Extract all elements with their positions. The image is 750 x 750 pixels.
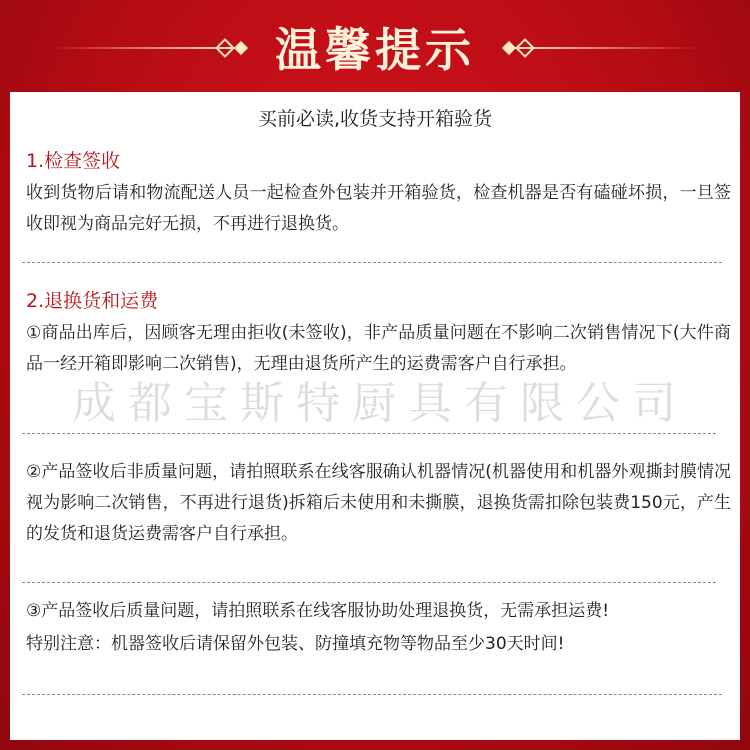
divider (22, 262, 722, 263)
header-banner (0, 0, 750, 92)
section-1-text: 收到货物后请和物流配送人员一起检查外包装并开箱验货，检查机器是否有磕碰坏损，一旦签收即视为商品完好无损，不再进行退换货。 (26, 183, 731, 234)
section-2-title: 2.退换货和运费 (26, 290, 159, 312)
divider (22, 433, 716, 434)
section-2-item-1: ①商品出库后，因顾客无理由拒收(未签收)，非产品质量问题在不影响二次销售情况下(大件商品一经开箱即影响二次销售)，无理由退货所产生的运费需客户自行承担。 (26, 323, 731, 374)
divider (22, 582, 716, 583)
company-watermark: 成都宝斯特厨具有限公司 (72, 378, 688, 429)
section-2-item-2: ②产品签收后非质量问题，请拍照联系在线客服确认机器情况(机器使用和机器外观撕封膜情况视为影响二次销售，不再进行退货)拆箱后未使用和未撕膜，退换货需扣除包装费150元，产生的发货和退货运费需客户自行承担。 (26, 462, 731, 544)
section-2-item-3: ③产品签收后质量问题，请拍照联系在线客服协助处理退换货，无需承担运费! (26, 601, 610, 621)
right-ornament-line (510, 47, 700, 49)
header-title: 温馨提示 (275, 23, 475, 77)
section-1-title: 1.检查签收 (26, 150, 121, 172)
notice-subtitle: 买前必读,收货支持开箱验货 (257, 108, 493, 130)
divider (22, 694, 722, 695)
special-note: 特别注意：机器签收后请保留外包装、防撞填充物等物品至少30天时间! (26, 634, 565, 654)
notice-card (10, 92, 740, 740)
